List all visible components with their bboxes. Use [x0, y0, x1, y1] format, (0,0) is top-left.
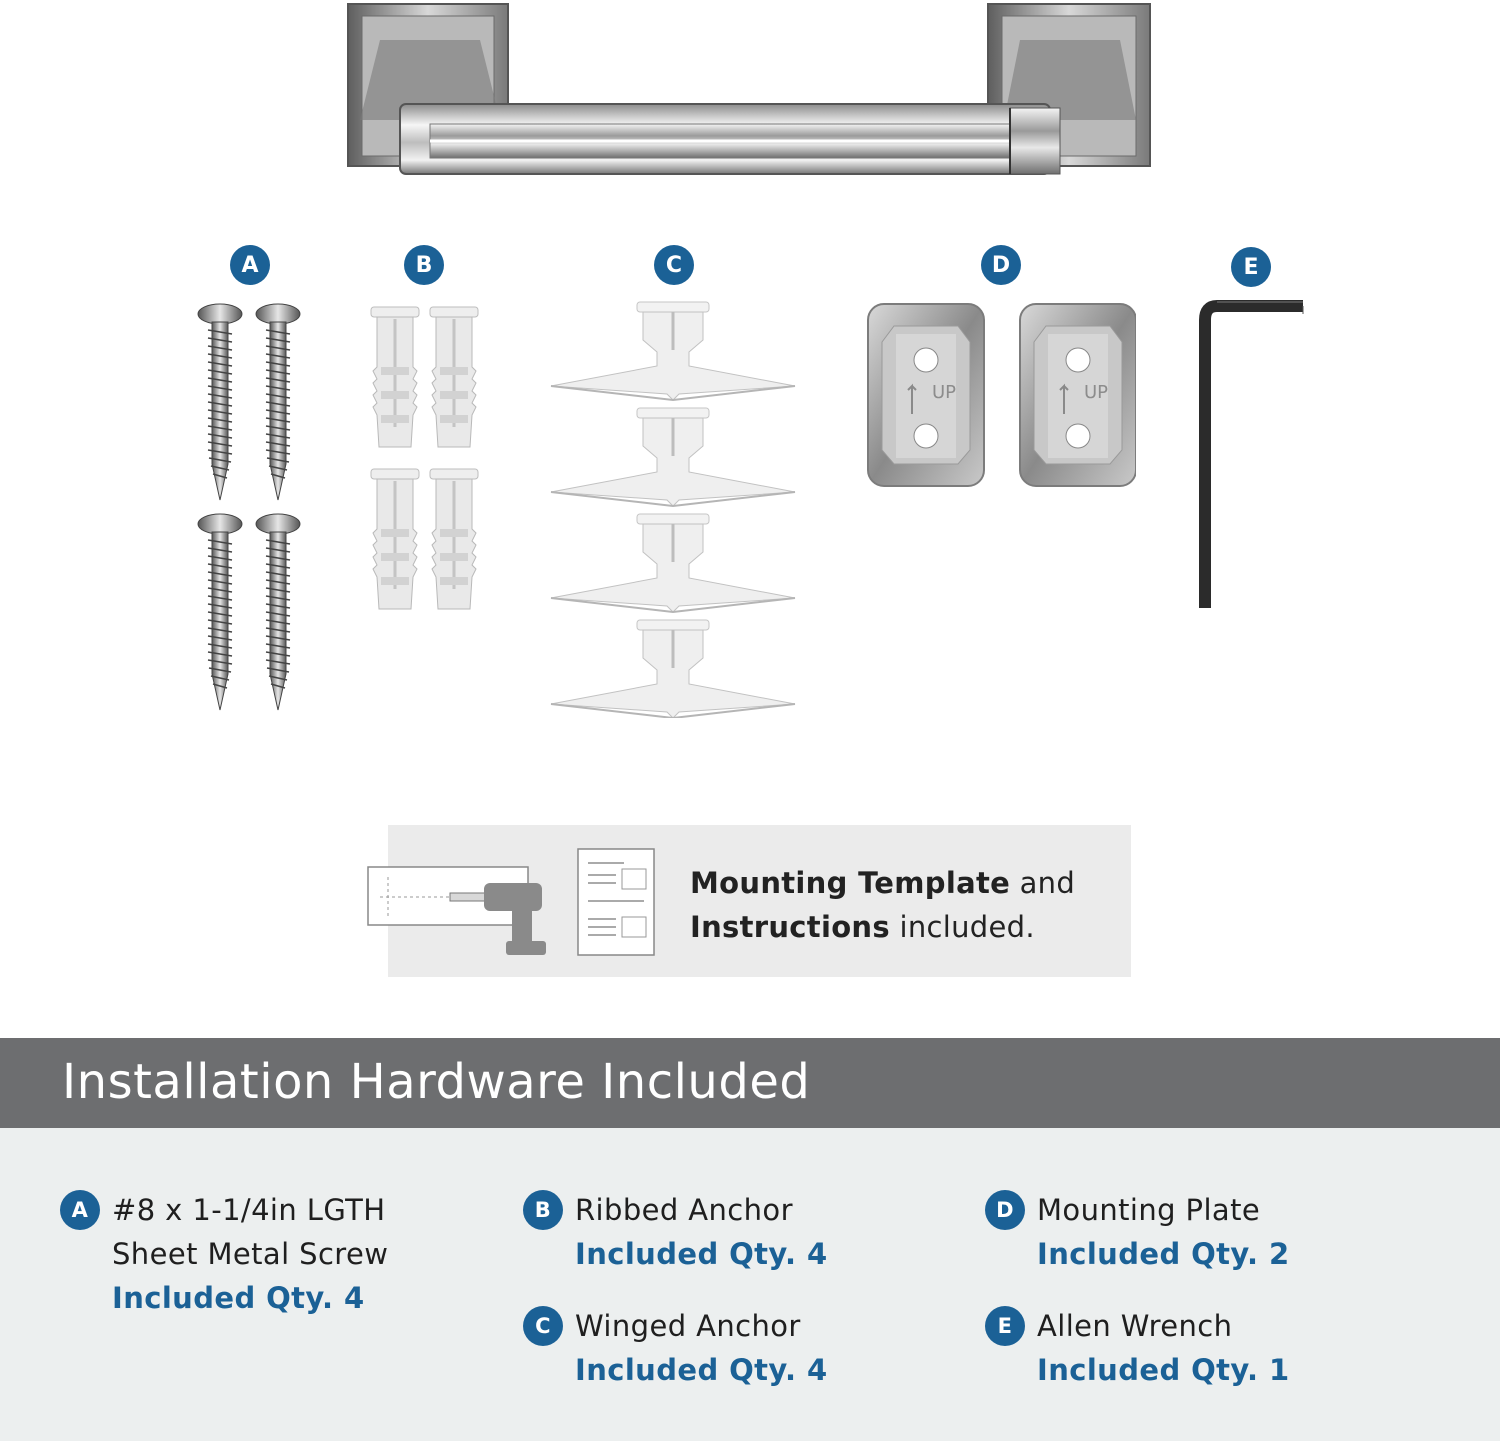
sheet-metal-screws-image	[190, 300, 320, 715]
mounting-plates-image	[864, 300, 1136, 490]
legend-qty-b: Included Qty. 4	[575, 1237, 828, 1271]
legend-badge-a: A	[60, 1190, 100, 1230]
hardware-legend	[0, 1128, 1500, 1441]
winged-anchors-image	[545, 300, 803, 718]
template-text-2: included.	[889, 910, 1035, 944]
toilet-paper-holder-image	[340, 0, 1160, 185]
badge-b: B	[404, 245, 444, 285]
legend-item-e	[997, 1304, 1290, 1392]
badge-c: C	[654, 245, 694, 285]
legend-name-e: Allen Wrench	[1037, 1309, 1233, 1343]
badge-d: D	[981, 245, 1021, 285]
ribbed-anchors-image	[362, 305, 487, 617]
legend-qty-c: Included Qty. 4	[575, 1353, 828, 1387]
legend-item-b	[534, 1188, 828, 1276]
badge-a: A	[230, 245, 270, 285]
badge-e: E	[1231, 247, 1271, 287]
legend-badge-d: D	[985, 1190, 1025, 1230]
instructions-document-icon	[576, 847, 656, 957]
banner-title: Installation Hardware Included	[62, 1054, 811, 1110]
legend-badge-e: E	[985, 1306, 1025, 1346]
banner	[0, 1038, 1500, 1128]
legend-name2-a: Sheet Metal Screw	[112, 1237, 389, 1271]
legend-name-c: Winged Anchor	[575, 1309, 801, 1343]
legend-qty-d: Included Qty. 2	[1037, 1237, 1290, 1271]
mounting-template-box	[388, 825, 1131, 977]
legend-item-d	[996, 1188, 1290, 1276]
plate-marking-1: UP	[932, 382, 957, 403]
legend-item-a	[71, 1188, 389, 1320]
drill-template-icon	[366, 863, 551, 959]
legend-badge-b: B	[523, 1190, 563, 1230]
template-bold-1: Mounting Template	[690, 866, 1011, 900]
legend-name-d: Mounting Plate	[1037, 1193, 1261, 1227]
legend-qty-a: Included Qty. 4	[112, 1281, 365, 1315]
legend-item-c	[535, 1304, 828, 1392]
legend-name-a: #8 x 1-1/4in LGTH	[112, 1193, 386, 1227]
plate-marking-2: UP	[1084, 382, 1109, 403]
template-bold-2: Instructions	[690, 910, 890, 944]
legend-badge-c: C	[523, 1306, 563, 1346]
legend-name-b: Ribbed Anchor	[575, 1193, 793, 1227]
allen-wrench-image	[1195, 300, 1310, 615]
template-text-1: and	[1010, 866, 1076, 900]
template-caption	[690, 861, 1075, 949]
legend-qty-e: Included Qty. 1	[1037, 1353, 1290, 1387]
